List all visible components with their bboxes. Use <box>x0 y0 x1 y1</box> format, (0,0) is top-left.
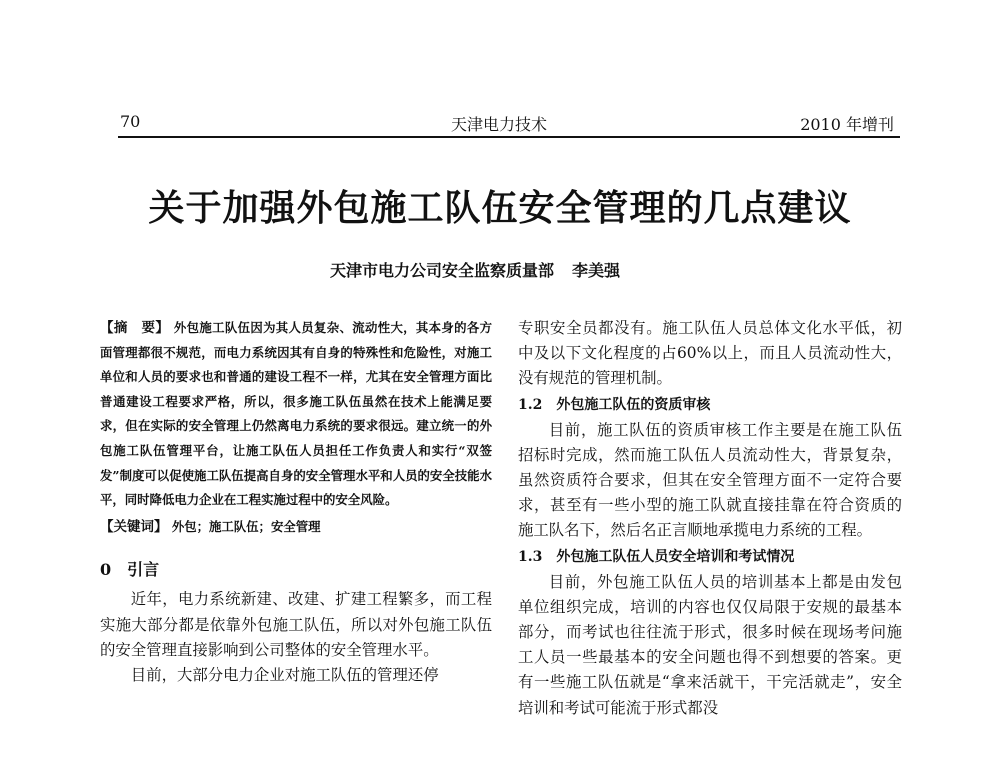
journal-name: 天津电力技术 <box>451 115 548 134</box>
section-heading-1-3: 1.3 外包施工队伍人员安全培训和考试情况 <box>518 548 795 565</box>
keywords-label: 【关键词】 <box>100 518 168 535</box>
running-header <box>118 112 900 136</box>
issue-label: 2010 年增刊 <box>800 115 894 134</box>
author-name: 李美强 <box>572 261 621 280</box>
abstract-label: 【摘 要】 <box>100 320 170 336</box>
section-heading-intro: 0 引言 <box>100 560 160 580</box>
intro-paragraph: 近年，电力系统新建、改建、扩建工程繁多，而工程实施大部分都是依靠外包施工队伍，所以对外包施工队伍的安全管理直接影响到公司整体的安全管理水平。 <box>100 590 492 659</box>
left-column <box>100 316 492 688</box>
abstract-text: 外包施工队伍因为其人员复杂、流动性大，其本身的各方面管理都很不规范，而电力系统因其有自身的特殊性和危险性，对施工单位和人员的要求也和普通的建设工程不一样，尤其在安全管理方面比普通建设工程要求严格，所以，很多施工队伍虽然在技术上能满足要求，但在实际的安全管理上仍然离电力系统的要求很远。建立统一的外包施工队伍管理平台，让施工队伍人员担任工作负责人和实行“双签发”制度可以促使施工队伍提高自身的安全管理水平和人员的安全技能水平，同时降低电力企业在工程实施过程中的安全风险。 <box>100 320 492 508</box>
author-line <box>330 258 620 281</box>
header-rule <box>118 136 900 138</box>
abstract <box>100 316 492 513</box>
author-affiliation: 天津市电力公司安全监察质量部 <box>330 261 555 280</box>
keywords <box>100 515 492 540</box>
intro-paragraph-2: 目前，大部分电力企业对施工队伍的管理还停 <box>130 665 439 684</box>
keywords-text: 外包；施工队伍；安全管理 <box>171 518 321 534</box>
qualification-paragraph: 目前，施工队伍的资质审核工作主要是在施工队伍招标时完成，然而施工队伍人员流动性大，背景复杂，虽然资质符合要求，但其在安全管理方面不一定符合要求，甚至有一些小型的施工队就直接挂靠在符合资质的施工队名下，然后名正言顺地承揽电力系统的工程。 <box>518 420 902 540</box>
section-heading-1-2: 1.2 外包施工队伍的资质审核 <box>518 396 711 413</box>
right-column <box>518 316 902 721</box>
training-paragraph: 目前，外包施工队伍人员的培训基本上都是由发包单位组织完成，培训的内容也仅仅局限于安规的最基本部分，而考试也往往流于形式，很多时候在现场考问施工人员一些最基本的安全问题也得不到想要的答案。更有一些施工队伍就是“拿来活就干，干完活就走”，安全培训和考试可能流于形式都没 <box>518 572 902 717</box>
page-number: 70 <box>120 112 141 131</box>
paragraph-continued: 专职安全员都没有。施工队伍人员总体文化水平低，初中及以下文化程度的占60%以上，而且人员流动性大，没有规范的管理机制。 <box>518 319 902 388</box>
article-title: 关于加强外包施工队伍安全管理的几点建议 <box>148 187 852 229</box>
